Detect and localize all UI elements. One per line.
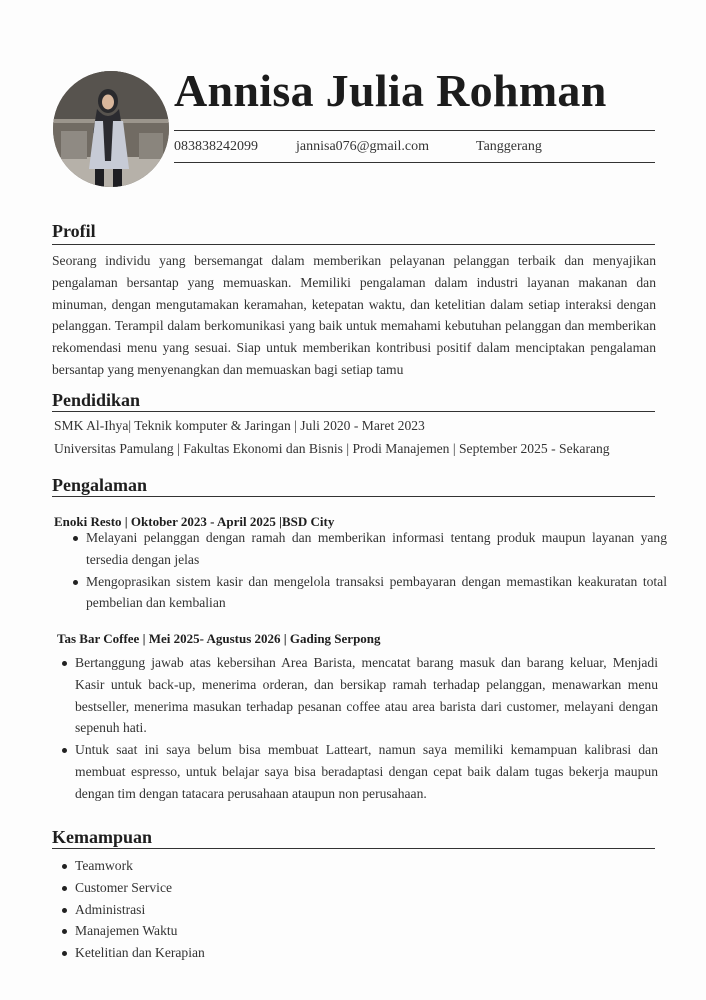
skill-item: Customer Service: [62, 877, 462, 899]
job-bullets: [62, 652, 658, 805]
job-bullets: [73, 527, 667, 614]
location: Tanggerang: [476, 139, 542, 154]
profile-text: Seorang individu yang bersemangat dalam memberikan pelayanan pelanggan terbaik dan menyajikan pengalaman bersantap yang memuaskan. Memiliki pengalaman dalam industri layanan makanan dan minuman, dengan mengutamakan keramahan, ketepatan waktu, dan ketelitian dalam setiap interaksi dengan pelanggan. Terampil dalam berkomunikasi yang baik untuk memahami kebutuhan pelanggan dan memberikan rekomendasi menu yang sesuai. Siap untuk memberikan kontribusi positif dalam menciptakan pengalaman bersantap yang menyenangkan dan memuaskan bagi setiap tamu: [52, 253, 656, 377]
experience-divider: [52, 496, 655, 497]
skill-item: Administrasi: [62, 899, 462, 921]
job-heading: Enoki Resto | Oktober 2023 - April 2025 |BSD City: [54, 514, 335, 529]
job-heading: Tas Bar Coffee | Mei 2025- Agustus 2026 | Gading Serpong: [57, 631, 381, 646]
profile-section-title: Profil: [52, 221, 96, 241]
education-divider: [52, 411, 655, 412]
profile-photo: [53, 71, 169, 187]
header-top-divider: [174, 130, 655, 131]
skills-divider: [52, 848, 655, 849]
skills-section-title: Kemampuan: [52, 827, 153, 847]
skill-item: Ketelitian dan Kerapian: [62, 942, 462, 964]
phone-number: 083838242099: [174, 139, 258, 154]
header-bottom-divider: [174, 162, 655, 163]
job-bullet: Melayani pelanggan dengan ramah dan memberikan informasi tentang produk maupun layanan yang tersedia dengan jelas: [73, 527, 667, 571]
email-address[interactable]: jannisa076@gmail.com: [296, 139, 430, 154]
job-bullet: Bertanggung jawab atas kebersihan Area Barista, mencatat barang masuk dan barang keluar, Menjadi Kasir untuk back-up, menerima orderan, dan bersikap ramah terhadap pelanggan, menawarkan menu bestseller, menerima masukan terhadap pesanan coffee atau area barista dari customer, melayani dengan sepenuh hati.: [62, 652, 658, 739]
education-item: SMK Al-Ihya| Teknik komputer & Jaringan | Juli 2020 - Maret 2023: [54, 418, 425, 433]
job-bullet: Mengoprasikan sistem kasir dan mengelola transaksi pembayaran dengan memastikan keakuratan total pembelian dan kembalian: [73, 571, 667, 615]
education-item: Universitas Pamulang | Fakultas Ekonomi dan Bisnis | Prodi Manajemen | September 2025 - Sekarang: [54, 441, 610, 456]
experience-section-title: Pengalaman: [52, 475, 148, 495]
education-section-title: Pendidikan: [52, 390, 141, 410]
job-bullet: Untuk saat ini saya belum bisa membuat Latteart, namun saya memiliki kemampuan kalibrasi dan membuat espresso, untuk belajar saya bisa beradaptasi dengan cepat baik dalam tugas bekerja maupun dengan tim dengan tatacara perusahaan ataupun non perusahaan.: [62, 739, 658, 804]
candidate-name: Annisa Julia Rohman: [174, 65, 607, 116]
skill-item: Manajemen Waktu: [62, 920, 462, 942]
profile-divider: [52, 244, 655, 245]
skills-list: [62, 855, 462, 964]
skill-item: Teamwork: [62, 855, 462, 877]
